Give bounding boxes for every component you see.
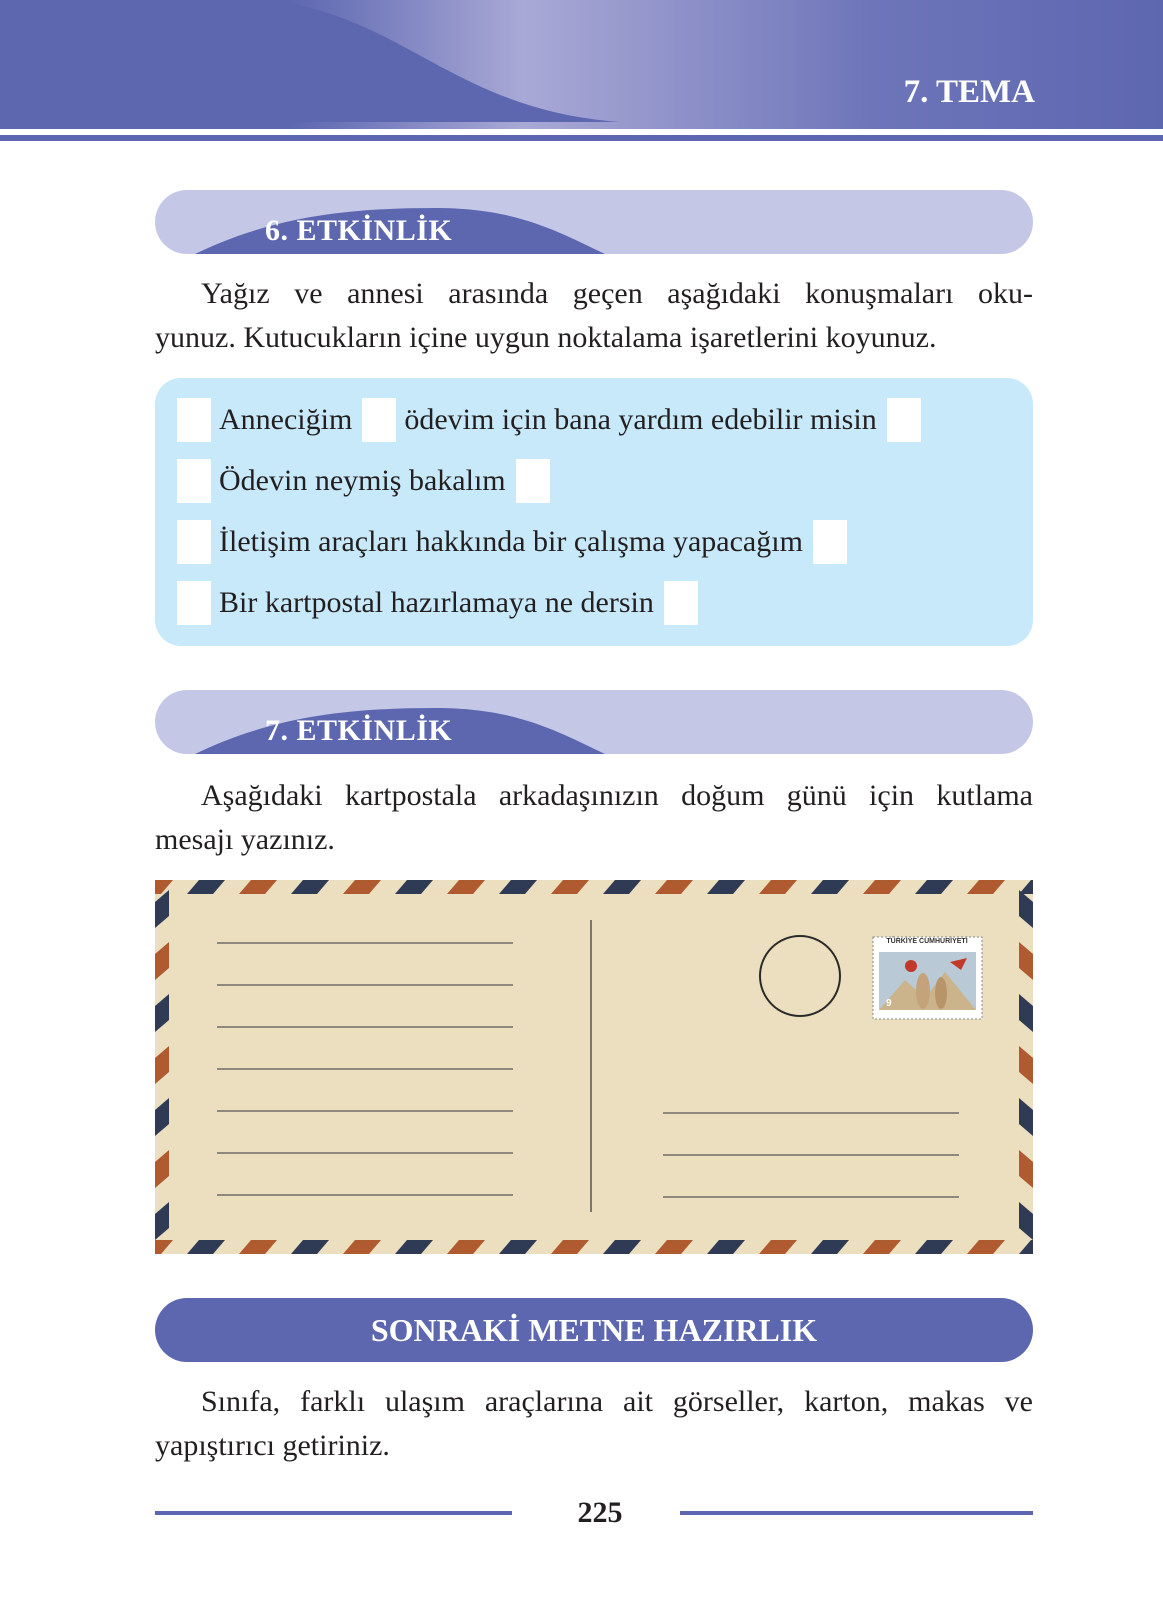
dialog-text: Anneciğim (219, 403, 353, 436)
punctuation-box[interactable] (177, 581, 211, 625)
dialog-box (155, 378, 1033, 646)
activity-7-banner (155, 690, 1033, 754)
punctuation-box[interactable] (362, 398, 396, 442)
punctuation-box[interactable] (177, 398, 211, 442)
punctuation-box[interactable] (887, 398, 921, 442)
theme-label: 7. TEMA (903, 74, 1035, 110)
svg-text:9: 9 (886, 998, 892, 1009)
dialog-line-2 (177, 459, 550, 503)
dialog-text: Bir kartpostal hazırlamaya ne dersin (219, 586, 654, 619)
dialog-text: ödevim için bana yardım edebilir misin (404, 403, 877, 436)
postcard (155, 880, 1033, 1254)
punctuation-box[interactable] (177, 520, 211, 564)
footer-rule-right (680, 1511, 1033, 1515)
activity-7-instruction-cont (155, 818, 1033, 862)
instruction-line: Yağız ve annesi arasında geçen aşağıdaki konuşmaları oku- (201, 277, 1033, 310)
dialog-text: Ödevin neymiş bakalım (219, 464, 506, 497)
activity-6-instruction-cont (155, 316, 1033, 360)
stamp-icon (873, 937, 982, 1019)
punctuation-box[interactable] (664, 581, 698, 625)
page-number: 225 (577, 1496, 623, 1529)
postcard-graphic (155, 880, 1033, 1254)
dialog-line-1 (177, 398, 921, 442)
instruction-line: yunuz. Kutucukların içine uygun noktalama işaretlerini koyunuz. (155, 321, 937, 354)
dialog-text: İletişim araçları hakkında bir çalışma yapacağım (219, 525, 803, 558)
activity-7-title: 7. ETKİNLİK (265, 714, 453, 747)
dialog-line-3 (177, 520, 847, 564)
activity-6-instruction (155, 272, 1033, 316)
footer-rule-left (155, 1511, 512, 1515)
activity-6-title: 6. ETKİNLİK (265, 214, 453, 247)
next-text-paragraph-cont (155, 1424, 1033, 1468)
paragraph-line: Sınıfa, farklı ulaşım araçlarına ait görseller, karton, makas ve (201, 1385, 1033, 1418)
page-header (0, 0, 1163, 150)
next-text-paragraph (155, 1380, 1033, 1424)
punctuation-box[interactable] (177, 459, 211, 503)
next-text-title: SONRAKİ METNE HAZIRLIK (370, 1312, 818, 1348)
stamp-label: TÜRKİYE CUMHURİYETİ (886, 938, 968, 945)
instruction-line: Aşağıdaki kartpostala arkadaşınızın doğum günü için kutlama (201, 779, 1033, 812)
dialog-line-4 (177, 581, 698, 625)
punctuation-box[interactable] (813, 520, 847, 564)
activity-6-banner (155, 190, 1033, 254)
activity-7-instruction (155, 774, 1033, 818)
next-text-banner (155, 1298, 1033, 1362)
punctuation-box[interactable] (516, 459, 550, 503)
paragraph-line: yapıştırıcı getiriniz. (155, 1429, 390, 1462)
instruction-line: mesajı yazınız. (155, 823, 335, 856)
